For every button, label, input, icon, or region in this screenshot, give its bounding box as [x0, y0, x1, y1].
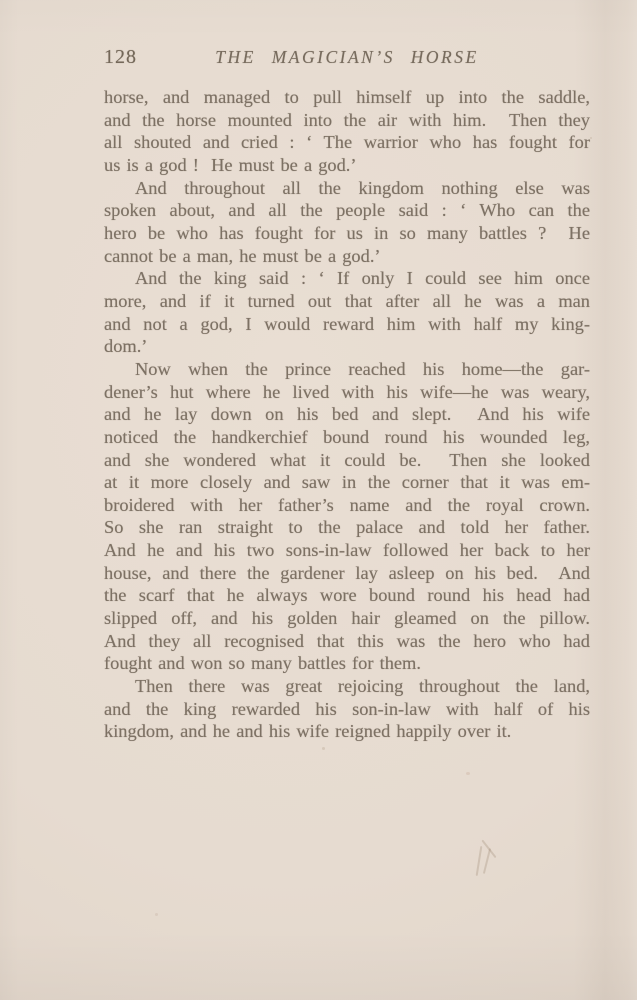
text-line: all shouted and cried : ‘ The warrior who has fought for [104, 132, 590, 153]
pencil-stroke [476, 846, 483, 876]
text-line: broidered with her father’s name and the royal crown. [104, 494, 590, 515]
text-line: dener’s hut where he lived with his wife—he was weary, [104, 381, 590, 402]
text-line: And he and his two sons-in-law followed her back to her [104, 540, 590, 561]
page-number: 128 [104, 46, 137, 68]
text-line: noticed the handkerchief bound round his wounded leg, [104, 426, 590, 447]
dust-speck [322, 747, 325, 750]
text-line: And they all recognised that this was the hero who had [104, 630, 590, 651]
text-line: house, and there the gardener lay asleep on his bed. And [104, 562, 590, 583]
text-line: and she wondered what it could be. Then she looked [104, 449, 590, 470]
text-line: spoken about, and all the people said : ‘ Who can the [104, 200, 590, 221]
text-line: slipped off, and his golden hair gleamed on the pillow. [104, 608, 590, 629]
text-line: dom.’ [104, 336, 148, 357]
text-line: And throughout all the kingdom nothing else was [135, 177, 590, 198]
text-line: and not a god, I would reward him with half my king- [104, 313, 590, 334]
text-line: us is a god ! He must be a god.’ [104, 154, 357, 175]
text-line: hero be who has fought for us in so many battles ? He [104, 222, 590, 243]
text-line: And the king said : ‘ If only I could see him once [135, 268, 590, 289]
text-line: more, and if it turned out that after all he was a man [104, 290, 590, 311]
dust-speck [466, 772, 470, 775]
text-line: and the horse mounted into the air with him. Then they [104, 109, 590, 130]
dust-speck [590, 137, 592, 139]
page-header [104, 46, 590, 72]
text-line: cannot be a man, he must be a god.’ [104, 245, 381, 266]
dust-speck [155, 913, 158, 916]
pencil-mark [466, 836, 514, 888]
text-line: at it more closely and saw in the corner that it was em- [104, 472, 590, 493]
text-line: kingdom, and he and his wife reigned happily over it. [104, 721, 512, 742]
text-line: horse, and managed to pull himself up into the saddle, [104, 87, 590, 107]
text-line: fought and won so many battles for them. [104, 653, 421, 674]
text-line: and he lay down on his bed and slept. And his wife [104, 404, 590, 425]
text-line: Now when the prince reached his home—the gar- [135, 358, 590, 379]
text-line: Then there was great rejoicing throughout the land, [135, 676, 590, 697]
text-line: and the king rewarded his son-in-law with half of his [104, 698, 590, 719]
text-line: So she ran straight to the palace and told her father. [104, 517, 590, 538]
text-line: the scarf that he always wore bound round his head had [104, 585, 590, 606]
page-text [104, 86, 590, 743]
running-title: THE MAGICIAN’S HORSE [215, 47, 479, 67]
